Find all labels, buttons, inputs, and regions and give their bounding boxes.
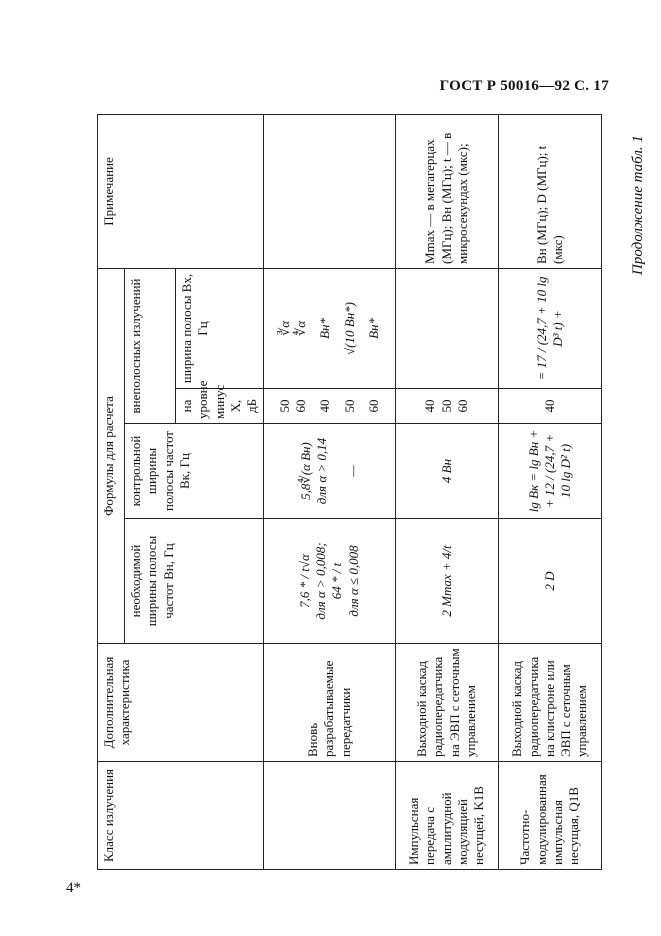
cell-bandwidth: ∛α ∜α Bн* √(10 Bн*) Bн* (264, 268, 395, 388)
table-row (498, 114, 601, 869)
cell-additional: Выходной каскад радиопередатчика на клистроне или ЭВП с сеточным управлением (498, 644, 601, 762)
cell-control (498, 424, 601, 519)
cell-necessary (264, 519, 395, 644)
header-necessary-bw: необходимой ширины полосы частот Bн, Гц (125, 519, 264, 644)
formula-line: lg Bк = lg Bн + (525, 429, 541, 513)
cell-levels: 40 50 60 (395, 389, 498, 424)
cell-note (264, 114, 395, 268)
cell-bandwidth (395, 268, 498, 388)
header-class: Класс излучения (98, 762, 264, 870)
header-bandwidth: ширина полосы Bx, Гц (176, 268, 264, 388)
cell-note: Mmax — в мегагерцах (МГц); Bн (МГц); t — в микросекундах (мкс); (395, 114, 498, 268)
header-control-bw: контрольной ширины полосы частот Bк, Гц (125, 424, 264, 519)
cell-note: Bн (МГц); D (МГц); t (мкс) (498, 114, 601, 268)
header-level: на уровне минус X, дБ (176, 389, 264, 424)
formula-condition: для α ≤ 0,008 (345, 545, 361, 617)
formula-line: 4 Bн (438, 458, 454, 484)
cell-levels: 40 (498, 389, 601, 424)
header-additional: Дополнительная характеристика (98, 644, 264, 762)
formula-dash: — (344, 465, 360, 477)
formula-line: 64 * / t (329, 562, 345, 600)
cell-additional: Вновь разрабатываемые передатчики (264, 644, 395, 762)
table-row (264, 114, 395, 869)
formula-line: 2 Mmax + 4/t (438, 545, 454, 617)
formula-condition: для α > 0,008; (313, 542, 329, 620)
cell-necessary (498, 519, 601, 644)
table-continuation-label: Продолжение табл. 1 (630, 135, 646, 275)
formula-line: + 12 / (24,7 + 10 lg D² t) (541, 433, 573, 509)
cell-control (264, 424, 395, 519)
page-number: 4* (66, 880, 81, 896)
header-formulas: Формулы для расчета (98, 268, 125, 643)
formula-line: 7,6 * / t√α (296, 554, 312, 608)
formula-condition: для α > 0,14 (314, 437, 330, 505)
cell-class: Импульсная передача с амплитудной модуляцией несущей, K1B (395, 762, 498, 870)
cell-levels: 50 60 40 50 60 (264, 389, 395, 424)
table-row (395, 114, 498, 869)
formula-line: 5,8∜(α Bн) (298, 442, 314, 500)
cell-bandwidth: = 17 / (24,7 + 10 lg D³ t) + (498, 268, 601, 388)
cell-necessary (395, 519, 498, 644)
cell-class (264, 762, 395, 870)
document-header: ГОСТ Р 50016—92 С. 17 (439, 78, 609, 94)
table-rotated-container (97, 115, 602, 870)
header-note: Примечание (98, 114, 264, 268)
formula-line: 2 D (541, 571, 557, 591)
cell-class: Частотно-модулированная импульсная несущая, Q1B (498, 762, 601, 870)
cell-control (395, 424, 498, 519)
header-out-of-band: внеполосных излучений (125, 268, 176, 423)
cell-additional: Выходной каскад радиопередатчика на ЭВП с сеточным управлением (395, 644, 498, 762)
calculation-table (97, 114, 602, 870)
